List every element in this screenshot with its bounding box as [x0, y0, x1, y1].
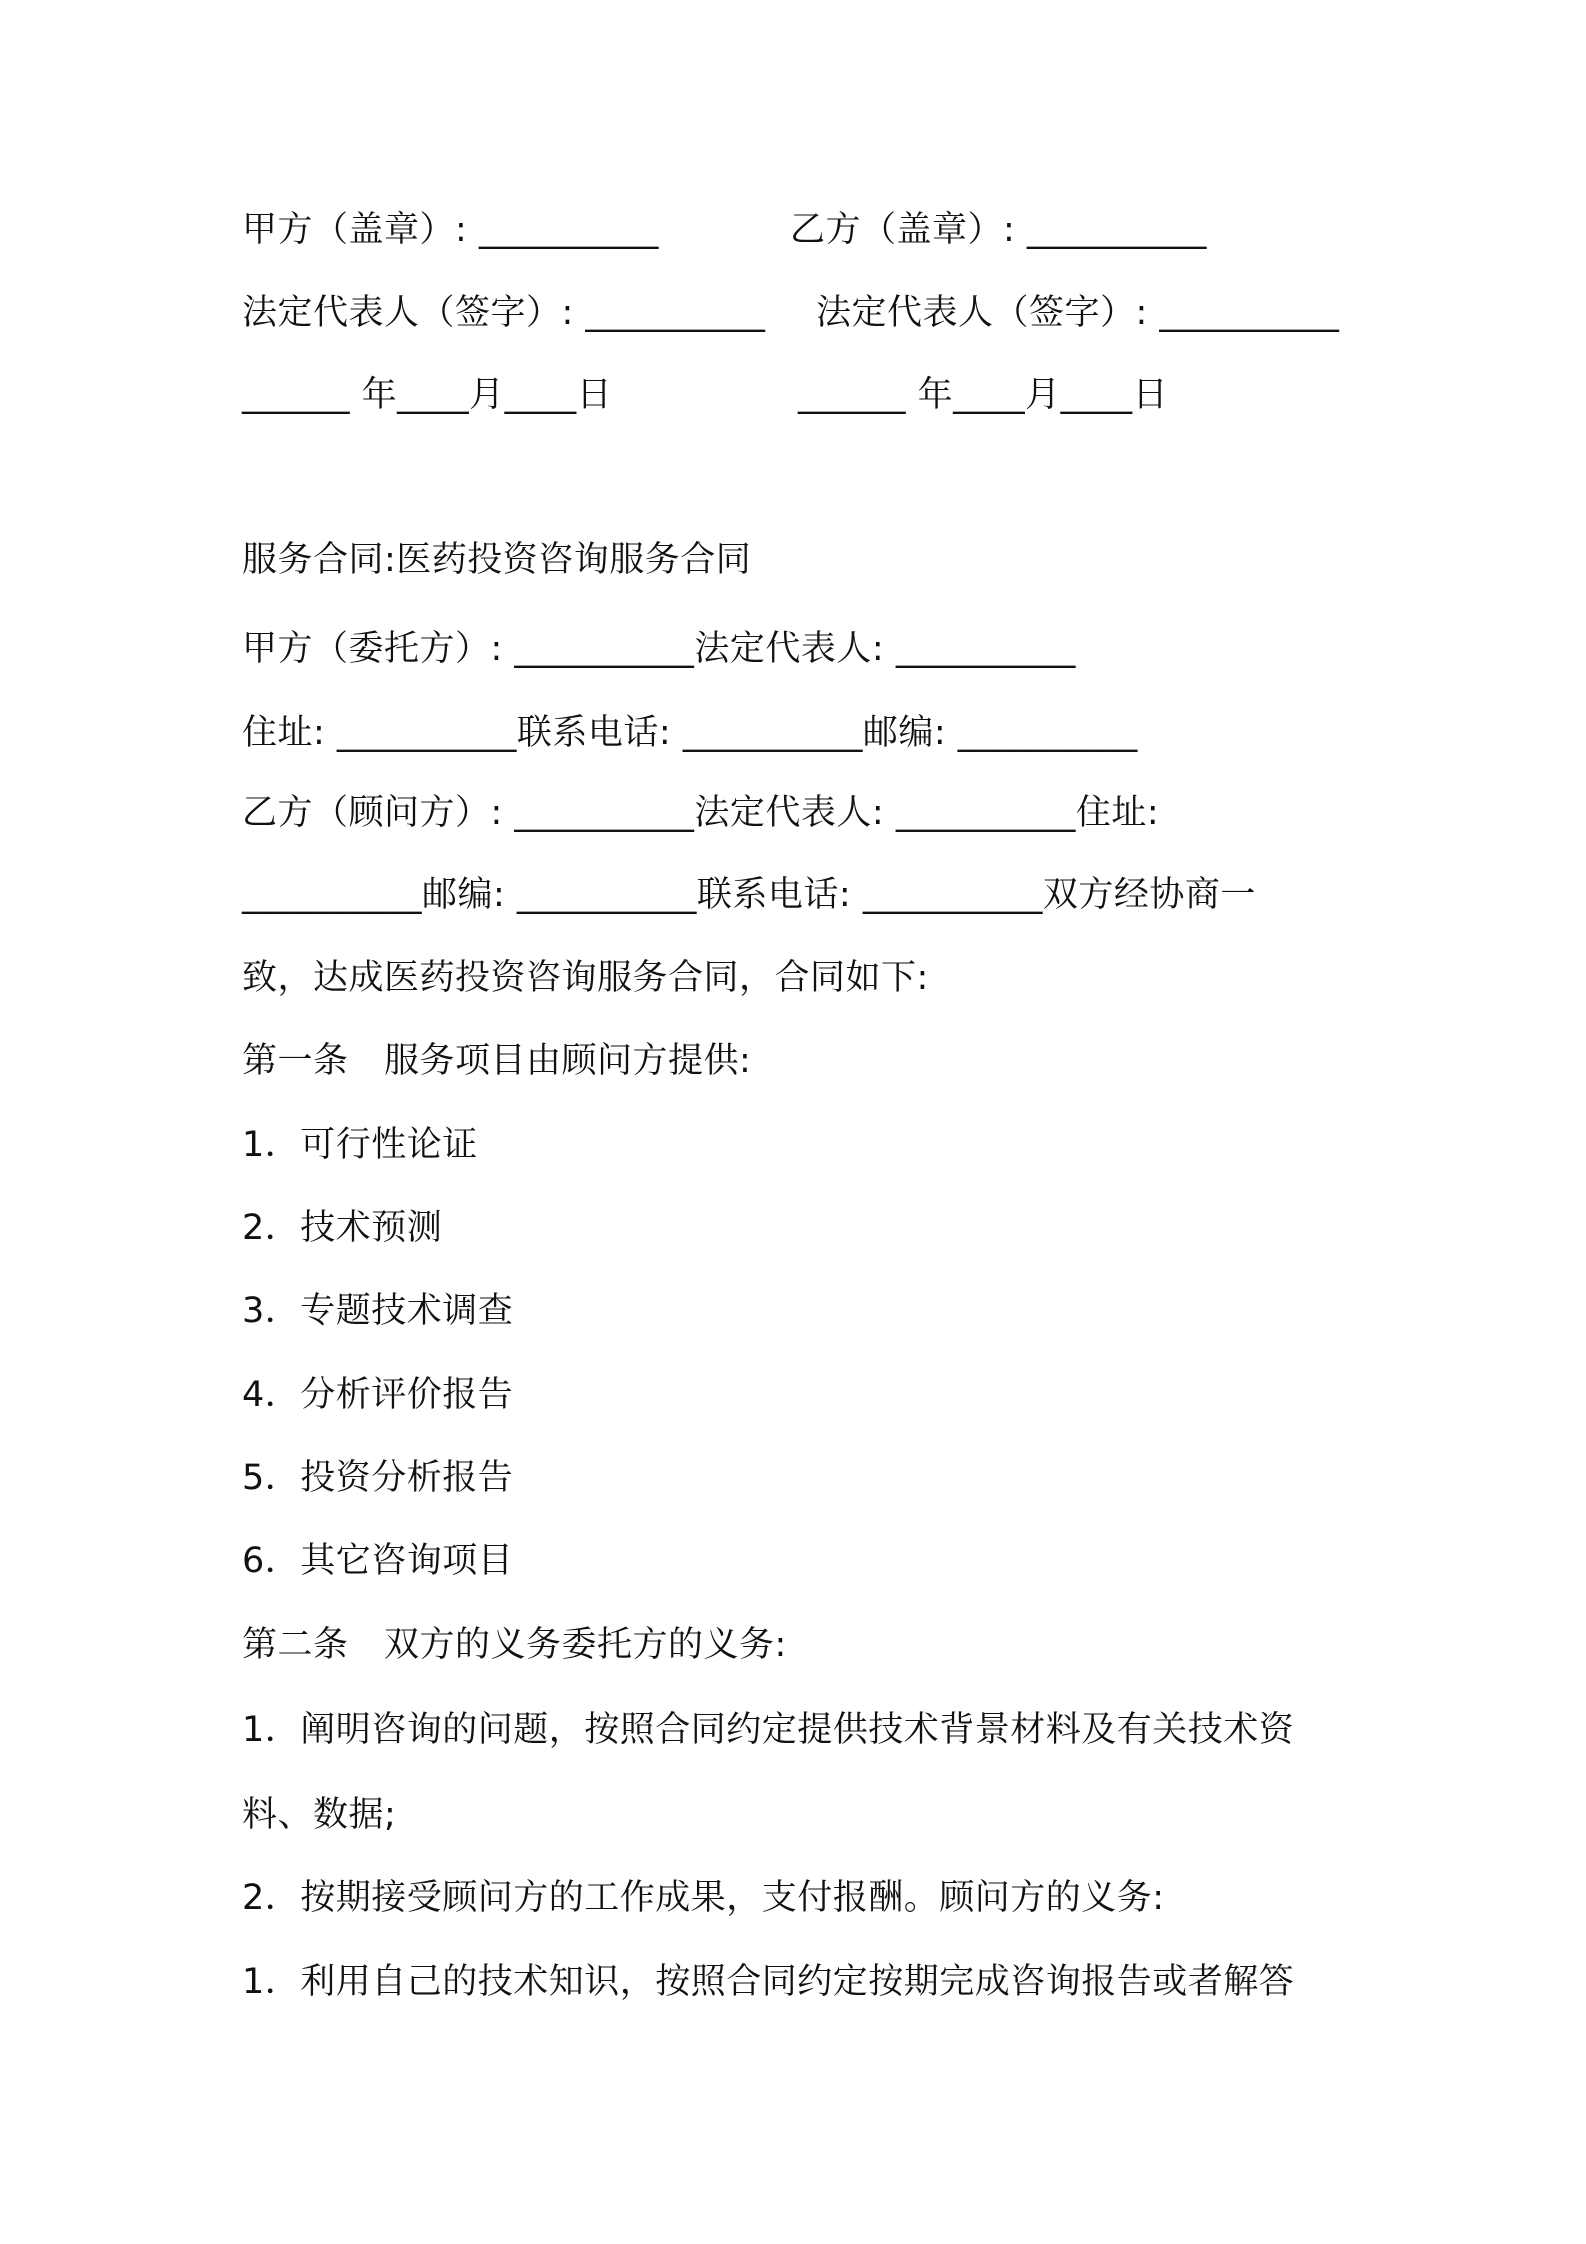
party-a-address-line: 住址: __________联系电话: __________邮编: __________	[242, 713, 1138, 753]
party-a-representative-line: 法定代表人（签字）: __________	[242, 293, 766, 333]
party-a-info-line: 甲方（委托方）: __________法定代表人: __________	[242, 629, 1076, 669]
party-b-info-line: 乙方（顾问方）: __________法定代表人: __________住址:	[242, 793, 1160, 833]
party-a-date-line: ______ 年____月____日	[242, 375, 613, 415]
party-b-date-line: ______ 年____月____日	[798, 375, 1169, 415]
list-item: 5．投资分析报告	[242, 1458, 514, 1498]
party-b-seal-line: 乙方（盖章）: __________	[790, 210, 1207, 250]
agreement-intro-line: 致，达成医药投资咨询服务合同，合同如下:	[242, 958, 929, 998]
contract-title: 服务合同:医药投资咨询服务合同	[242, 540, 752, 580]
article-one-heading: 第一条 服务项目由顾问方提供:	[242, 1041, 752, 1081]
party-a-seal-line: 甲方（盖章）: __________	[242, 210, 659, 250]
list-item: 2．技术预测	[242, 1208, 443, 1248]
article-two-heading: 第二条 双方的义务委托方的义务:	[242, 1625, 787, 1665]
list-item: 1．阐明咨询的问题，按照合同约定提供技术背景材料及有关技术资	[242, 1710, 1295, 1750]
list-item: 3．专题技术调查	[242, 1291, 514, 1331]
list-item: 1．可行性论证	[242, 1125, 478, 1165]
list-item-continuation: 料、数据;	[242, 1795, 397, 1835]
list-item: 2．按期接受顾问方的工作成果，支付报酬。顾问方的义务:	[242, 1878, 1165, 1918]
list-item: 4．分析评价报告	[242, 1375, 514, 1415]
party-b-contact-line: __________邮编: __________联系电话: __________双方经协商一	[242, 875, 1256, 915]
party-b-representative-line: 法定代表人（签字）: __________	[816, 293, 1340, 333]
list-item: 6．其它咨询项目	[242, 1541, 514, 1581]
list-item: 1．利用自己的技术知识，按照合同约定按期完成咨询报告或者解答	[242, 1962, 1295, 2002]
